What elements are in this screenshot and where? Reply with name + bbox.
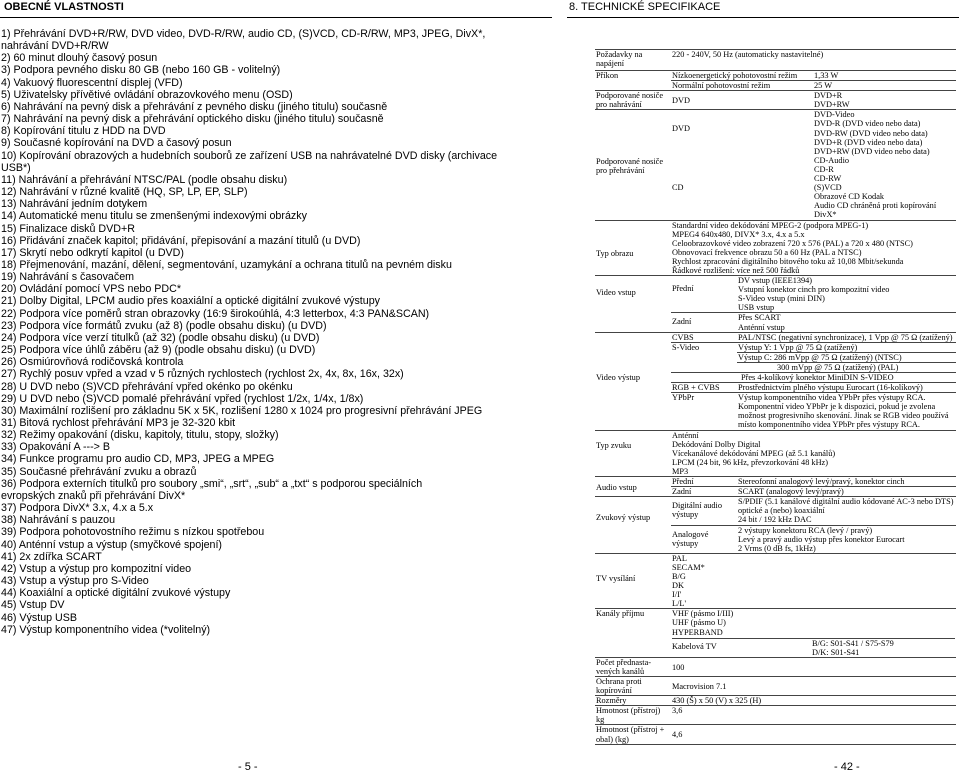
feature-item: 29) U DVD nebo (S)VCD pomalé přehrávání vpřed (rychlost 1/2x, 1/4x, 1/8x)	[1, 392, 364, 405]
specs-heading: 8. TECHNICKÉ SPECIFIKACE	[569, 1, 721, 13]
play-dvd-format: DVD+RW (DVD video nebo data)	[814, 146, 930, 156]
feature-item: 18) Přejmenování, mazání, dělení, segmentování, uzamykání a ochrana titulů na pevném disku	[1, 258, 452, 271]
spec-label-play-media: Podporované nosiče pro přehrávání	[595, 110, 671, 220]
feature-item: 6) Nahrávání na pevný disk a přehrávání z pevného disku (jiného titulu) současně	[1, 100, 388, 113]
spec-label-presets: Počet přednasta-vených kanálů	[595, 657, 671, 676]
play-cd-format: (S)VCD	[814, 183, 842, 193]
spec-value-net-weight: 3,6	[671, 706, 956, 725]
spec-value-presets: 100	[671, 657, 956, 676]
spec-label-audio-front: Přední	[671, 477, 737, 487]
front-input-line: USB vstup	[738, 303, 775, 313]
features-heading: OBECNÉ VLASTNOSTI	[4, 1, 124, 13]
feature-item: 22) Podpora více poměrů stran obrazovky (16:9 širokoúhlá, 4:3 letterbox, 4:3 PAN&SCAN)	[1, 307, 430, 320]
spec-value-picture	[671, 220, 956, 276]
spec-label-play-dvd: DVD	[671, 110, 813, 156]
spec-label-power: Požadavky na napájení	[595, 50, 671, 71]
spec-label-audio-in: Audio vstup	[595, 477, 671, 497]
analog-out-line: 2 Vrms (0 dB fs, 1kHz)	[738, 543, 816, 553]
audio-type-line: Dekódování Dolby Digital	[672, 439, 761, 449]
play-dvd-format: DVD-Video	[814, 110, 855, 120]
picture-spec-line: Obnovovací frekvence obrazu 50 a 60 Hz (PAL a NTSC)	[672, 247, 862, 257]
spec-value-svideo-c2: 300 mVpp @ 75 Ω (zatížený) (PAL)	[737, 362, 956, 372]
feature-item: 45) Vstup DV	[1, 599, 65, 612]
picture-spec-line: MPEG4 640x480, DIVX* 3.x, 4.x a 5.x	[672, 229, 805, 239]
tv-system-line: DK	[672, 581, 684, 591]
feature-item: 42) Vstup a výstup pro kompozitní video	[1, 562, 192, 575]
feature-item: 13) Nahrávání jedním dotykem	[1, 198, 148, 211]
play-cd-format: CD-Audio	[814, 155, 850, 165]
feature-item: 39) Podpora pohotovostního režimu s nízkou spotřebou	[1, 526, 265, 539]
spec-value-low-standby: 1,33 W	[813, 71, 956, 81]
tv-system-line: SECAM*	[672, 562, 705, 572]
picture-spec-line: Celoobrazovkové video zobrazení 720 x 576 (PAL) a 720 x 480 (NTSC)	[672, 238, 913, 248]
feature-item: 44) Koaxiální a optické digitální zvukové výstupy	[1, 587, 231, 600]
feature-item: 40) Anténní vstup a výstup (smyčkové spojení)	[1, 538, 222, 551]
spec-label-channels: Kanály příjmu	[595, 609, 671, 657]
feature-item: 20) Ovládání pomocí VPS nebo PDC*	[1, 283, 182, 296]
spec-value-rgb: Prostřednictvím plného výstupu Eurocart (16-kolíkový)	[737, 383, 956, 393]
spec-value-audio-rear: SCART (analogový levý/pravý)	[737, 487, 956, 497]
feature-item: 19) Nahrávání s časovačem	[1, 271, 135, 284]
feature-item: 35) Současné přehrávání zvuku a obrazů	[1, 465, 197, 478]
spec-value-audio-type	[671, 430, 956, 476]
ypbpr-line: Výstup komponentního videa YPbPr přes výstupy RCA.	[738, 393, 926, 403]
feature-item: 34) Funkce programu pro audio CD, MP3, JPEG a MPEG	[1, 453, 275, 466]
tv-system-line: I/I'	[672, 590, 682, 600]
picture-spec-line: Rychlost zpracování digitálního bitového toku až 10,08 Mbit/sekunda	[672, 256, 904, 266]
feature-item: evropských znaků při přehrávání DivX*	[1, 489, 186, 502]
ypbpr-line: možnost progresivního skenování. Jinak se RGB video používá	[738, 411, 949, 421]
spec-value-svideo-y: Výstup Y: 1 Vpp @ 75 Ω (zatížený)	[737, 342, 956, 352]
feature-item: 9) Současné kopírování na DVD a časový posun	[1, 137, 232, 150]
feature-item: 30) Maximální rozlišení pro základnu 5K x 5K, rozlišení 1280 x 1024 pro progresivní přehrávání JPEG	[1, 404, 483, 417]
spec-label-rgb: RGB + CVBS	[671, 383, 737, 393]
right-divider	[567, 17, 959, 18]
spec-value-power: 220 - 240V, 50 Hz (automaticky nastavitelné)	[671, 50, 956, 71]
feature-item: 1) Přehrávání DVD+R/RW, DVD video, DVD-R/RW, audio CD, (S)VCD, CD-R/RW, MP3, JPEG, DivX*,	[1, 28, 486, 40]
spec-label-audio-rear: Zadní	[671, 487, 737, 497]
spec-value-play-cd	[813, 156, 956, 220]
spec-antenna: Anténní	[672, 430, 699, 440]
feature-item: 31) Bitová rychlost přehrávání MP3 je 32-320 kbit	[1, 417, 236, 429]
audio-type-line: MP3	[672, 466, 689, 476]
feature-item: 16) Přidávání značek kapitol; přidávání, přepisování a mazání titulů (u DVD)	[1, 234, 361, 247]
spec-label-video-out: Video výstup	[595, 332, 671, 430]
play-cd-format: Obrazové CD Kodak	[814, 192, 885, 202]
spec-value-4pin: Přes 4-kolíkový konektor MiniDIN S-VIDEO	[671, 373, 956, 383]
play-dvd-format: DVD+R (DVD video nebo data)	[814, 137, 923, 147]
spec-value-channels	[671, 609, 956, 657]
ypbpr-line: místo komponentního videa YPbPr přes výstupy RCA.	[738, 420, 920, 430]
feature-item: 17) Skrytí nebo odkrytí kapitol (u DVD)	[1, 246, 184, 259]
spec-label-cvbs: CVBS	[671, 332, 737, 342]
feature-item: 8) Kopírování titulu z HDD na DVD	[1, 125, 166, 138]
front-input-line: DV vstup (IEEE1394)	[738, 276, 813, 286]
play-cd-format: CD-R	[814, 164, 834, 174]
spec-value-dims: 430 (Š) x 50 (V) x 325 (H)	[671, 696, 956, 706]
feature-item: 5) Uživatelsky přívětivé ovládání obrazovkového menu (OSD)	[1, 88, 293, 101]
spec-value-video-in-front	[737, 276, 956, 313]
feature-item: 24) Podpora více verzí titulků (až 32) (podle obsahu disku) (u DVD)	[1, 331, 320, 344]
front-input-line: Vstupní konektor cinch pro kompozitní video	[738, 285, 890, 295]
audio-type-line: Vícekanálové dekódování MPEG (až 5.1 kanálů)	[672, 448, 836, 458]
spec-value-digital-out	[737, 497, 956, 525]
feature-item: 41) 2x zdířka SCART	[1, 550, 102, 563]
spec-value-play-dvd	[813, 110, 956, 156]
tv-system-line: PAL	[672, 553, 687, 563]
spec-label-rec-dvd: DVD	[671, 91, 813, 110]
spec-value-normal-standby: 25 W	[813, 81, 956, 91]
spec-value-ypbpr	[737, 393, 956, 430]
feature-item: 33) Opakování A ---> B	[1, 441, 111, 454]
play-cd-format: Audio CD chráněná proti kopírování	[814, 201, 937, 211]
front-input-line: S-Video vstup (mini DIN)	[738, 294, 825, 304]
spec-label-video-in: Video vstup	[595, 276, 671, 333]
feature-item: 26) Osmiúrovňová rodičovská kontrola	[1, 356, 184, 369]
spec-label-low-standby: Nízkoenergetický pohotovostní režim	[671, 71, 813, 81]
spec-label-audio-out: Zvukový výstup	[595, 497, 671, 554]
rec-dvd-r: DVD+R	[814, 91, 843, 101]
spec-label-copy: Ochrana proti kopírování	[595, 677, 671, 696]
spec-label-dims: Rozměry	[595, 696, 671, 706]
spec-label-rec-media: Podporované nosiče pro nahrávání	[595, 91, 671, 110]
spec-label-net-weight: Hmotnost (přístroj) kg	[595, 706, 671, 725]
channel-band-line: VHF (pásmo I/III)	[672, 609, 734, 619]
rear-input-line: Anténní vstup	[738, 322, 785, 332]
rear-input-line: Přes SCART	[738, 313, 781, 323]
feature-item: nahrávání DVD+R/RW	[1, 40, 109, 53]
feature-item: 47) Výstup komponentního videa (*volitelný)	[1, 623, 211, 636]
feature-item: 28) U DVD nebo (S)VCD přehrávání vpřed okénko po okénku	[1, 380, 293, 393]
spec-label-analog-out: Analogové výstupy	[671, 525, 737, 553]
tv-system-line: B/G	[672, 571, 686, 581]
spec-value-audio-front: Stereofonní analogový levý/pravý, konektor cinch	[737, 477, 956, 487]
channel-band-line: HYPERBAND	[672, 627, 723, 637]
feature-item: 25) Podpora více úhlů záběru (až 9) (podle obsahu disku) (u DVD)	[1, 344, 316, 357]
tv-system-line: L/L'	[672, 599, 686, 609]
feature-item: 27) Rychlý posuv vpřed a vzad v 5 různých rychlostech (rychlost 2x, 4x, 8x, 16x, 32x)	[1, 368, 404, 381]
feature-item: 38) Nahrávání s pauzou	[1, 514, 116, 527]
spec-value-tv	[671, 553, 956, 609]
spec-label-ypbpr: YPbPr	[671, 393, 737, 430]
spec-label-tv: TV vysílání	[595, 553, 671, 609]
feature-item: 15) Finalizace disků DVD+R	[1, 222, 135, 235]
picture-spec-line: Řádkové rozlišení: více než 500 řádků	[672, 265, 800, 275]
rec-dvd-rw: DVD+RW	[814, 100, 850, 110]
spec-value-cvbs: PAL/NTSC (negativní synchronizace), 1 Vpp @ 75 Ω (zatížený)	[737, 332, 956, 342]
feature-item: 43) Vstup a výstup pro S-Video	[1, 575, 149, 588]
feature-item: 3) Podpora pevného disku 80 GB (nebo 160 GB - volitelný)	[1, 64, 281, 77]
ypbpr-line: Komponentní video YPbPr je k dispozici, pokud je zvolena	[738, 402, 936, 412]
spec-label-play-cd: CD	[672, 182, 684, 192]
feature-item: USB*)	[1, 161, 31, 174]
feature-item: 11) Nahrávání a přehrávání NTSC/PAL (podle obsahu disku)	[1, 173, 288, 186]
feature-item: 32) Režimy opakování (disku, kapitoly, titulu, stopy, složky)	[1, 429, 279, 442]
analog-out-line: Levý a pravý audio výstup přes konektor Eurocart	[738, 534, 905, 544]
play-cd-format: DivX*	[814, 210, 837, 220]
spec-label-consumption: Příkon	[595, 71, 671, 91]
cable-channel-line: B/G: S01-S41 / S75-S79	[812, 638, 894, 648]
page-number-right: - 42 -	[834, 761, 860, 773]
digital-out-line: 24 bit / 192 kHz DAC	[738, 515, 812, 525]
spec-label-picture: Typ obrazu	[595, 220, 671, 276]
feature-item: 37) Podpora DivX* 3.x, 4.x a 5.x	[1, 502, 154, 515]
feature-item: 36) Podpora externích titulků pro soubory „smi“, „srt“, „sub“ a „txt“ s podporou speciálních	[1, 477, 423, 490]
page-number-left: - 5 -	[238, 761, 258, 773]
spec-value-video-in-rear	[737, 313, 956, 332]
analog-out-line: 2 výstupy konektoru RCA (levý / pravý)	[738, 525, 873, 535]
spec-label-normal-standby: Normální pohotovostní režim	[671, 81, 813, 91]
spec-label-gross-weight: Hmotnost (přístroj + obal) (kg)	[595, 725, 671, 744]
channel-band-line: UHF (pásmo U)	[672, 618, 726, 628]
feature-item: 23) Podpora více formátů zvuku (až 8) (podle obsahu disku) (u DVD)	[1, 319, 327, 332]
feature-item: 10) Kopírování obrazových a hudebních souborů ze zařízení USB na nahrávatelné DVD disky (archivace	[1, 149, 498, 162]
spec-label-svideo: S-Video	[671, 342, 737, 372]
feature-item: 14) Automatické menu titulu se zmenšenými indexovými obrázky	[1, 210, 307, 223]
spec-table	[595, 49, 956, 745]
spec-value-svideo-c1: Výstup C: 286 mVpp @ 75 Ω (zatížený) (NTSC)	[737, 352, 956, 362]
digital-out-line: S/PDIF (5.1 kanálové digitální audio kódované AC-3 nebo DTS) optické a (nebo) koaxiální	[738, 497, 954, 516]
spec-value-analog-out	[737, 525, 956, 553]
spec-value-gross-weight: 4,6	[671, 725, 956, 744]
feature-item: 12) Nahrávání v různé kvalitě (HQ, SP, LP, EP, SLP)	[1, 186, 248, 199]
cable-channel-line: D/K: S01-S41	[812, 647, 860, 657]
feature-item: 7) Nahrávání na pevný disk a přehrávání optického disku (jiného titulu) současně	[1, 113, 384, 126]
spec-label-digital-out: Digitální audio výstupy	[671, 497, 737, 525]
play-dvd-format: DVD-RW (DVD video nebo data)	[814, 128, 928, 138]
spec-label-audio-type: Typ zvuku	[595, 430, 671, 476]
audio-type-line: LPCM (24 bit, 96 kHz, převzorkování 48 kHz)	[672, 457, 828, 467]
feature-item: 46) Výstup USB	[1, 611, 78, 624]
spec-label-cable: Kabelová TV	[672, 641, 717, 651]
spec-label-video-in-front: Přední	[671, 276, 737, 313]
spec-label-video-in-rear: Zadní	[671, 313, 737, 332]
feature-item: 21) Dolby Digital, LPCM audio přes koaxiální a optické digitální zvukové výstupy	[1, 295, 380, 308]
spec-value-rec-dvd	[813, 91, 956, 110]
feature-item: 4) Vakuový fluorescentní displej (VFD)	[1, 76, 183, 89]
picture-spec-line: Standardní video dekódování MPEG-2 (podpora MPEG-1)	[672, 220, 869, 230]
spec-value-copy: Macrovision 7.1	[671, 677, 956, 696]
left-divider	[0, 17, 552, 18]
feature-item: 2) 60 minut dlouhý časový posun	[1, 52, 158, 65]
features-list	[1, 28, 553, 636]
play-dvd-format: DVD-R (DVD video nebo data)	[814, 119, 921, 129]
play-cd-format: CD-RW	[814, 174, 842, 184]
